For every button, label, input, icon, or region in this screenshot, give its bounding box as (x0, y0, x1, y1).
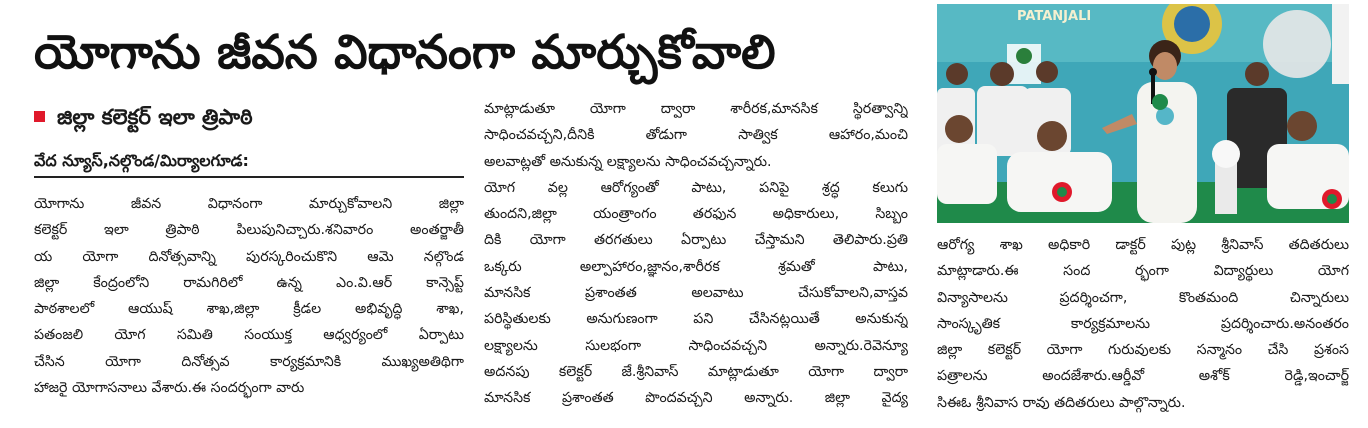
text-line: అదనపు కలెక్టర్ జే.శ్రీనివాస్ మాట్లాడుతూ యోగా ద్వారా (484, 363, 908, 380)
headline: యోగాను జీవన విధానంగా మార్చుకోవాలి (34, 25, 776, 80)
text-line: పరిస్థితులకు అనుగుణంగా పని చేసినట్లయితే అనుకున్న (484, 311, 908, 328)
text-line: పాఠశాలలో ఆయుష్ శాఖ,జిల్లా క్రీడల అభివృద్ధి శాఖ, (34, 301, 464, 318)
text-line: మానసిక ప్రశాంతత అలవాటు చేసుకోవాలని,వాస్తవ (484, 285, 908, 302)
news-photo (937, 4, 1349, 223)
text-line: మాట్లాడారు.ఈ సంద ర్భంగా విద్యార్థులు యోగ (937, 263, 1349, 280)
text-line: సాధించవచ్చని,దీనికి తోడుగా సాత్విక ఆహారం,మంచి (484, 127, 908, 144)
text-line: అలవాట్లతో అనుకున్న లక్ష్యాలను సాధించవచ్చన్నారు. (484, 153, 772, 170)
text-line: తుందని,జిల్లా యంత్రాంగం తరఫున అధికారులు, సిబ్బం (484, 206, 908, 223)
text-line: యోగ వల్ల ఆరోగ్యంతో పాటు, పనిపై శ్రద్ధ కలుగు (484, 179, 908, 196)
subhead (34, 100, 464, 134)
text-line: లక్ష్యాలను సులభంగా సాధించవచ్చని అన్నారు.రెవెన్యూ (484, 337, 908, 354)
article-column-3 (937, 232, 1349, 416)
subhead-text: జిల్లా కలెక్టర్ ఇలా త్రిపాఠి (57, 105, 253, 129)
red-square-bullet-icon (34, 111, 45, 122)
text-line: మాట్లాడుతూ యోగా ద్వారా శారీరక,మానసిక స్థిరత్వాన్ని (484, 101, 908, 117)
text-line: కలెక్టర్ ఇలా త్రిపాఠి పిలుపునిచ్చారు.శనివారం అంతర్జాతీ (34, 222, 464, 239)
text-line: మానసిక ప్రశాంతత పొందవచ్చని అన్నారు. జిల్లా వైద్య (484, 390, 908, 407)
text-line: విన్యాసాలను ప్రదర్శించగా, కొంతమంది చిన్నారులు (937, 289, 1349, 306)
text-line: జిల్లా కలెక్టర్ యోగా గురువులకు సన్మానం చేసి ప్రశంస (937, 342, 1349, 359)
text-line: చేసిన యోగా దినోత్సవ కార్యక్రమానికి ముఖ్యఅతిథిగా (34, 353, 464, 370)
text-line: యోగాను జీవన విధానంగా మార్చుకోవాలని జిల్లా (34, 196, 464, 212)
text-line: హాజరై యోగాసనాలు వేశారు.ఈ సందర్భంగా వారు (34, 380, 305, 397)
text-line: జిల్లా కేంద్రంలోని రామగిరిలో ఉన్న ఎం.వి.ఆర్ కాన్సెప్ట్ (34, 274, 464, 291)
text-line: పత్రాలను అందజేశారు.ఆర్డీవో అశోక్ రెడ్డి,ఇంచార్జ్ (937, 368, 1349, 385)
article-column-1 (34, 191, 464, 401)
article-column-2 (484, 96, 908, 412)
text-line: ఒక్కరు అల్పాహారం,జ్ఞానం,శారీరక శ్రమతో పాటు, (484, 258, 908, 275)
text-line: దికి యోగా తరగతులు ఏర్పాటు చేస్తామని తెలిపారు.ప్రతి (484, 232, 908, 249)
yoga-event-photo (937, 4, 1349, 223)
dateline: వేద న్యూస్,నల్గొండ/మిర్యాలగూడ: (34, 146, 464, 178)
text-line: య యోగా దినోత్సవాన్ని పురస్కరించుకొని ఆమె నల్గొండ (34, 248, 464, 265)
text-line: పతంజలి యోగ సమితి సంయుక్త ఆధ్వర్యంలో ఏర్పాటు (34, 327, 464, 344)
text-line: ఆరోగ్య శాఖ అధికారి డాక్టర్ పుట్ల శ్రీనివాస్ తదితరులు (937, 237, 1349, 253)
banner-text: PATANJALI (1017, 9, 1092, 24)
text-line: సిఈఓ శ్రీనివాస రావు తదితరులు పాల్గొన్నారు. (937, 394, 1186, 411)
text-line: సాంస్కృతిక కార్యక్రమాలను ప్రదర్శించారు.అనంతరం (937, 315, 1349, 332)
